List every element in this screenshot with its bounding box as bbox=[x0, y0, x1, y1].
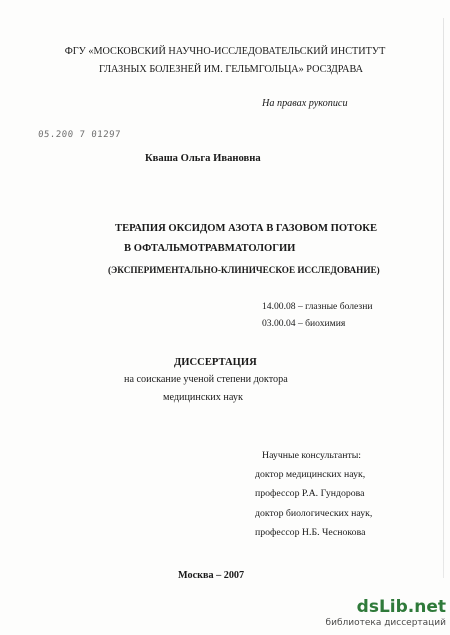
consultants-heading: Научные консультанты: bbox=[262, 450, 362, 461]
dslib-logo-text: dsLib.net bbox=[356, 597, 446, 617]
dslib-logo bbox=[357, 597, 446, 617]
consultant-line-3: доктор биологических наук, bbox=[255, 508, 373, 519]
registration-stamp: 05.200 7 01297 bbox=[37, 130, 122, 140]
title-line-1: ТЕРАПИЯ ОКСИДОМ АЗОТА В ГАЗОВОМ ПОТОКЕ bbox=[115, 223, 378, 234]
author-name: Кваша Ольга Ивановна bbox=[145, 153, 261, 164]
dissertation-line-2: медицинских наук bbox=[163, 392, 243, 403]
city-year: Москва – 2007 bbox=[178, 570, 245, 581]
manuscript-note: На правах рукописи bbox=[262, 98, 348, 109]
consultant-line-4: профессор Н.Б. Чеснокова bbox=[255, 527, 366, 538]
institution-line-2: ГЛАЗНЫХ БОЛЕЗНЕЙ ИМ. ГЕЛЬМГОЛЬЦА» РОСЗДРАВА bbox=[98, 64, 364, 75]
dissertation-heading: ДИССЕРТАЦИЯ bbox=[174, 357, 257, 368]
specialty-2: 03.00.04 – биохимия bbox=[262, 318, 346, 329]
institution-line-1: ФГУ «МОСКОВСКИЙ НАУЧНО-ИССЛЕДОВАТЕЛЬСКИЙ ИНСТИТУТ bbox=[64, 46, 386, 57]
dslib-watermark[interactable] bbox=[325, 597, 446, 633]
specialty-1: 14.00.08 – глазные болезни bbox=[262, 301, 373, 312]
dissertation-line-1: на соискание ученой степени доктора bbox=[124, 374, 288, 385]
consultant-line-2: профессор Р.А. Гундорова bbox=[255, 488, 365, 499]
dslib-subtitle: библиотека диссертаций bbox=[325, 618, 446, 628]
title-line-3: (ЭКСПЕРИМЕНТАЛЬНО-КЛИНИЧЕСКОЕ ИССЛЕДОВАНИЕ) bbox=[108, 265, 380, 275]
scan-edge bbox=[443, 18, 444, 578]
consultant-line-1: доктор медицинских наук, bbox=[255, 469, 366, 480]
title-line-2: В ОФТАЛЬМОТРАВМАТОЛОГИИ bbox=[124, 243, 296, 254]
